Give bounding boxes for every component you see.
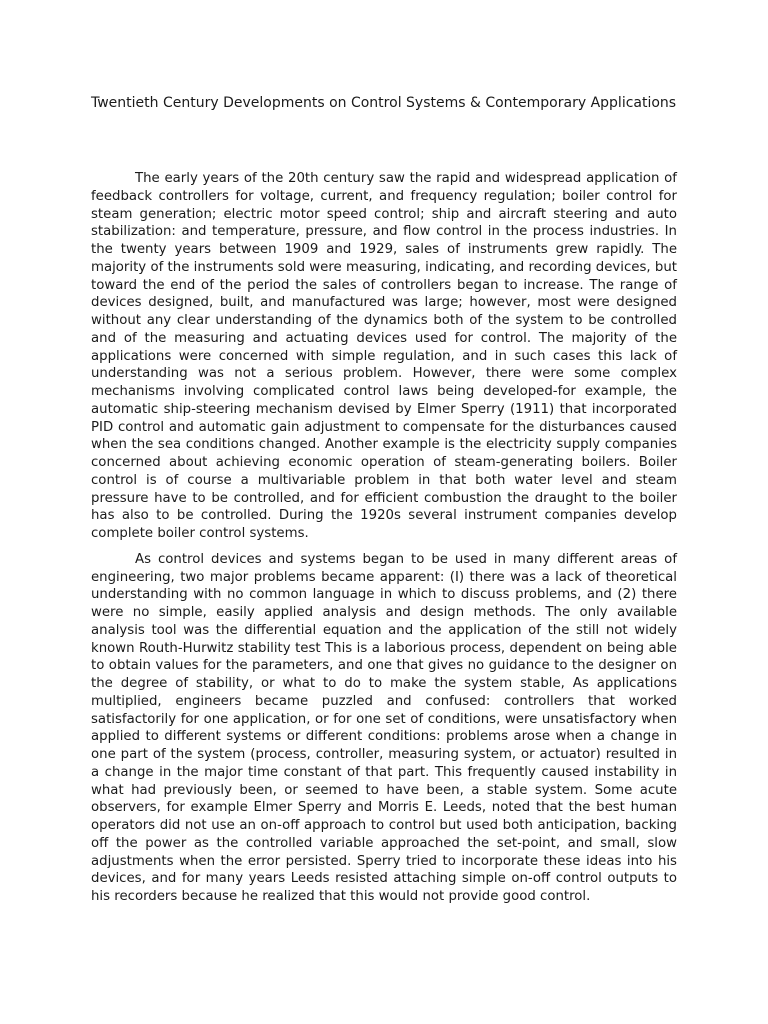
paragraph-early-years: The early years of the 20th century saw the rapid and widespread application of feedback controllers for voltage, current, and frequency regulation; boiler control for steam generation; electric motor speed control; ship and aircraft steering and auto stabilization: and temperature, pressure, and flow control in the process industries. In the twenty years between 1909 and 1929, sales of instruments grew rapidly. The majority of the instruments sold were measuring, indicating, and recording devices, but toward the end of the period the sales of controllers began to increase. The range of devices designed, built, and manufactured was large; however, most were designed without any clear understanding of the dynamics both of the system to be controlled and of the measuring and actuating devices used for control. The majority of the applications were concerned with simple regulation, and in such cases this lack of understanding was not a serious problem. However, there were some complex mechanisms involving complicated control laws being developed-for example, the automatic ship-steering mechanism devised by Elmer Sperry (1911) that incorporated PID control and automatic gain adjustment to compensate for the disturbances caused when the sea conditions changed. Another example is the electricity supply companies concerned about achieving economic operation of steam-generating boilers. Boiler control is of course a multivariable problem in that both water level and steam pressure have to be controlled, and for efficient combustion the draught to the boiler has also to be controlled. During the 1920s several instrument companies develop complete boiler control systems. [91,171,677,541]
document-title: Twentieth Century Developments on Control Systems & Contemporary Applications [91,95,677,111]
document-body [91,170,677,914]
paragraph-control-problems: As control devices and systems began to be used in many different areas of engineering, two major problems became apparent: (I) there was a lack of theoretical understanding with no common language in which to discuss problems, and (2) there were no simple, easily applied analysis and design methods. The only available analysis tool was the differential equation and the application of the still not widely known Routh-Hurwitz stability test This is a laborious process, dependent on being able to obtain values for the parameters, and one that gives no guidance to the designer on the degree of stability, or what to do to make the system stable, As applications multiplied, engineers became puzzled and confused: controllers that worked satisfactorily for one application, or for one set of conditions, were unsatisfactory when applied to different systems or different conditions: problems arose when a change in one part of the system (process, controller, measuring system, or actuator) resulted in a change in the major time constant of that part. This frequently caused instability in what had previously been, or seemed to have been, a stable system. Some acute observers, for example Elmer Sperry and Morris E. Leeds, noted that the best human operators did not use an on-off approach to control but used both anticipation, backing off the power as the controlled variable approached the set-point, and small, slow adjustments when the error persisted. Sperry tried to incorporate these ideas into his devices, and for many years Leeds resisted attaching simple on-off control outputs to his recorders because he realized that this would not provide good control. [91,551,677,904]
